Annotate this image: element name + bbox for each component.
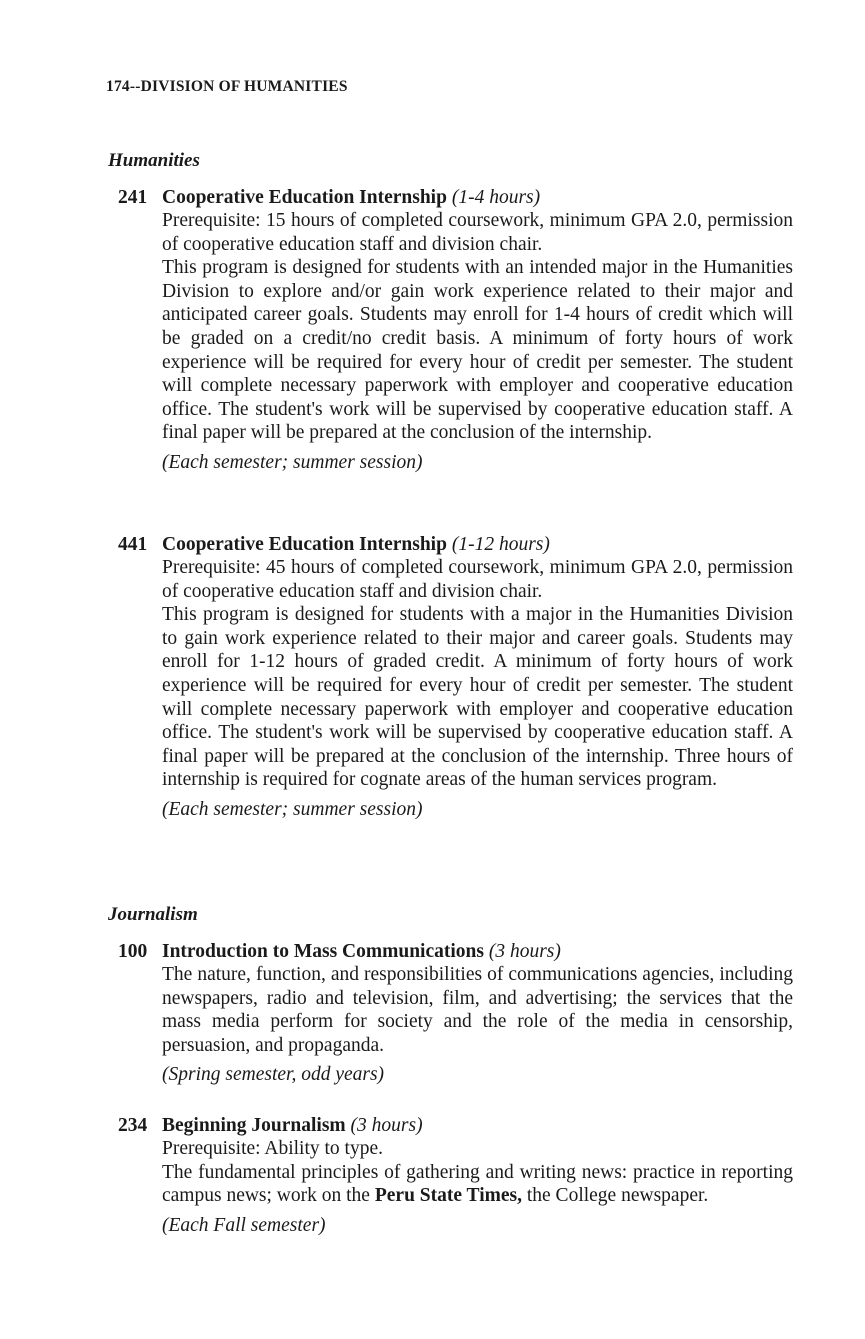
course-offered: (Spring semester, odd years) xyxy=(162,1064,385,1086)
course-description: The nature, function, and responsibilities of communications agencies, including newspapers, radio and television, film, and advertising; the services that the mass media perform for society and the role of the media in censorship, persuasion, and propaganda. xyxy=(162,964,793,1056)
course-description-start: The fundamental principles of gathering and writing news: practice in reporting campus news; work on the xyxy=(162,1161,793,1207)
course-prerequisite: Prerequisite: 15 hours of completed coursework, minimum GPA 2.0, permission of cooperative education staff and division chair. xyxy=(162,210,793,255)
course-title: Cooperative Education Internship xyxy=(162,534,447,555)
course-body xyxy=(162,556,793,822)
course-offered: (Each semester; summer session) xyxy=(162,798,423,820)
course-description xyxy=(162,1161,793,1208)
course-title: Cooperative Education Internship xyxy=(162,187,447,208)
page-header: 174--DIVISION OF HUMANITIES xyxy=(106,78,348,95)
section-heading-journalism: Journalism xyxy=(108,904,198,925)
course-234 xyxy=(118,1114,793,1237)
course-prerequisite: Prerequisite: Ability to type. xyxy=(162,1138,383,1159)
course-title-line xyxy=(118,186,793,209)
course-hours: (1-4 hours) xyxy=(451,187,541,208)
course-description: This program is designed for students with a major in the Humanities Division to gain work experience related to their major and career goals. Students may enroll for 1-12 hours of graded credit. A minimum of forty hours of work experience will be required for every hour of credit per semester. The student will complete necessary paperwork with employer and cooperative education office. The student's work will be supervised by cooperative education staff. A final paper will be prepared at the conclusion of the internship. Three hours of internship is required for cognate areas of the human services program. xyxy=(162,604,793,791)
course-title-line xyxy=(118,940,793,963)
course-body xyxy=(162,1137,793,1237)
course-prerequisite: Prerequisite: 45 hours of completed coursework, minimum GPA 2.0, permission of cooperative education staff and division chair. xyxy=(162,557,793,602)
course-100 xyxy=(118,940,793,1087)
course-title: Beginning Journalism xyxy=(162,1115,346,1136)
course-number: 100 xyxy=(118,941,148,962)
course-offered: (Each Fall semester) xyxy=(162,1214,326,1236)
course-title-line xyxy=(118,1114,793,1137)
course-241 xyxy=(118,186,793,475)
course-body xyxy=(162,963,793,1087)
course-number: 241 xyxy=(118,187,148,208)
course-441 xyxy=(118,533,793,822)
course-description: This program is designed for students with an intended major in the Humanities Division to explore and/or gain work experience related to their major and anticipated career goals. Students may enroll for 1-4 hours of credit which will be graded on a credit/no credit basis. A minimum of forty hours of work experience will be required for every hour of credit per semester. The student will complete necessary paperwork with employer and cooperative education office. The student's work will be supervised by cooperative education staff. A final paper will be prepared at the conclusion of the internship. xyxy=(162,257,793,444)
course-hours: (1-12 hours) xyxy=(451,534,550,555)
course-description-end: the College newspaper. xyxy=(526,1185,709,1207)
course-title: Introduction to Mass Communications xyxy=(162,941,484,962)
course-offered: (Each semester; summer session) xyxy=(162,451,423,473)
section-heading-humanities: Humanities xyxy=(108,150,200,171)
course-number: 441 xyxy=(118,534,148,555)
newspaper-name: Peru State Times, xyxy=(374,1185,522,1207)
course-hours: (3 hours) xyxy=(488,941,561,962)
course-hours: (3 hours) xyxy=(350,1115,423,1136)
course-title-line xyxy=(118,533,793,556)
course-body xyxy=(162,209,793,475)
course-number: 234 xyxy=(118,1115,148,1136)
